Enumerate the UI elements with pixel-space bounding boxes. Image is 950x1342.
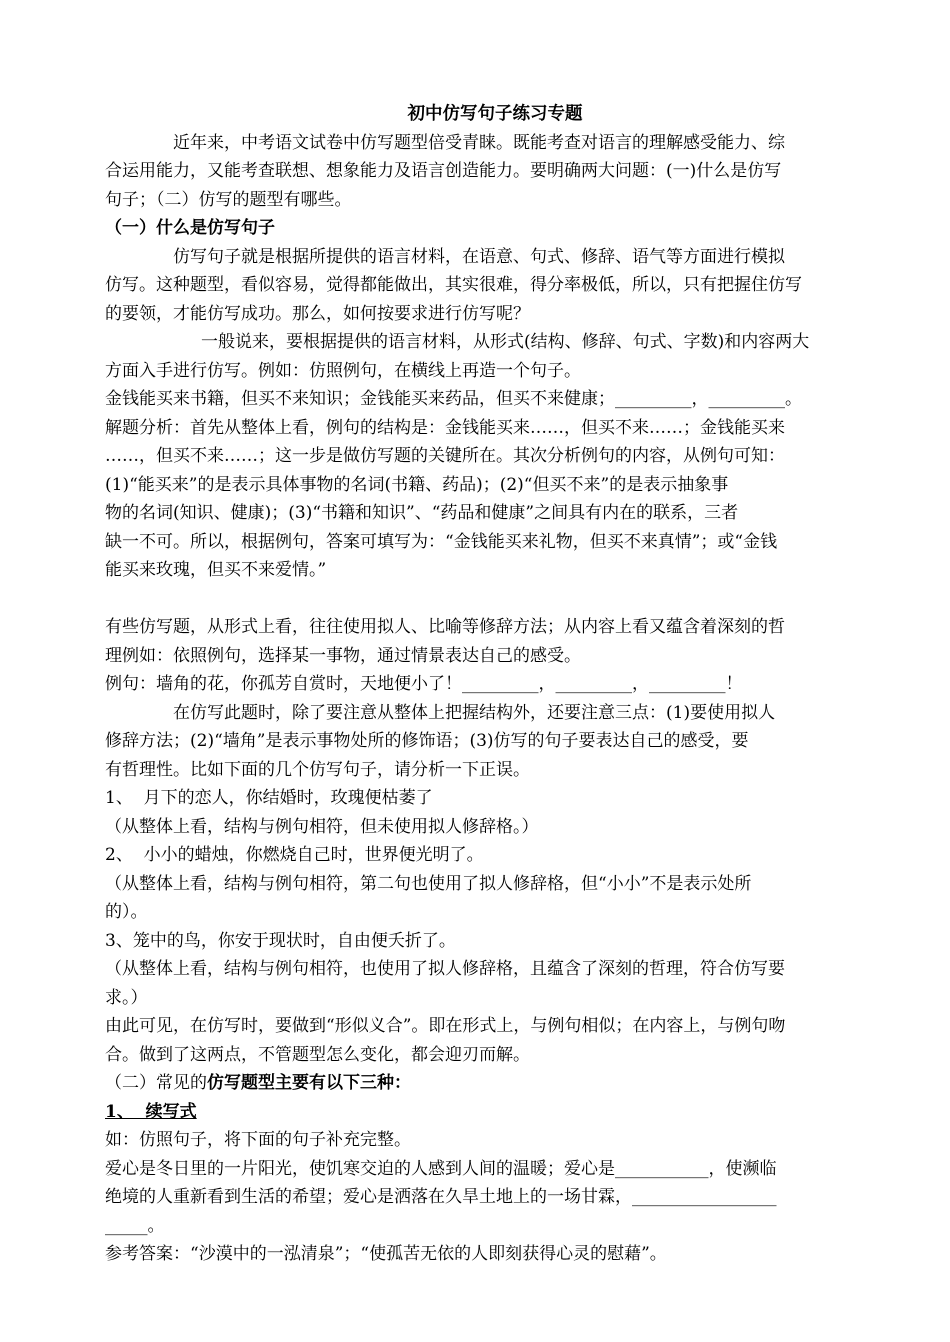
section1-heading: （一）什么是仿写句子 [105, 218, 275, 238]
item-2: 2、 小小的蜡烛，你燃烧自己时，世界便光明了。 [105, 845, 484, 865]
para4-line-2: 修辞方法；(2)“墙角”是表示事物处所的修饰语；(3)仿写的句子要表达自己的感受，要 [105, 731, 749, 751]
item-2-note-line-1: （从整体上看，结构与例句相符，第二句也使用了拟人修辞格，但“小小”不是表示处所 [105, 873, 752, 894]
section1-para1-line-3: 的要领，才能仿写成功。那么，如何按要求进行仿写呢？ [105, 303, 530, 324]
section1-para2-line-2: 方面入手进行仿写。例如：仿照例句，在横线上再造一个句子。 [105, 360, 581, 381]
type1-answer: 参考答案：“沙漠中的一泓清泉”；“使孤苦无依的人即刻获得心灵的慰藉”。 [105, 1244, 667, 1264]
item-2-note-line-2: 的）。 [105, 902, 148, 922]
section2-heading-bold: 仿写题型主要有以下三种： [207, 1073, 411, 1093]
type1-text-line-1: 爱心是冬日里的一片阳光，使饥寒交迫的人感到人间的温暖；爱心是___________，使濒临 [105, 1158, 777, 1179]
para4-line-3: 有哲理性。比如下面的几个仿写句子，请分析一下正误。 [105, 759, 530, 780]
intro-line-1: 近年来，中考语文试卷中仿写题型倍受青睐。既能考查对语言的理解感受能力、综 [173, 132, 785, 153]
section1-para1-line-1: 仿写句子就是根据所提供的语言材料，在语意、句式、修辞、语气等方面进行模拟 [173, 246, 785, 267]
item-3-note-line-1: （从整体上看，结构与例句相符，也使用了拟人修辞格，且蕴含了深刻的哲理，符合仿写要 [105, 959, 785, 979]
example2-sentence: 例句：墙角的花，你孤芳自赏时，天地便小了！_________，_________，_________！ [105, 674, 743, 694]
item-1: 1、 月下的恋人，你结婚时，玫瑰便枯萎了 [105, 788, 433, 808]
section1-para2-line-1: 一般说来，要根据提供的语言材料，从形式(结构、修辞、句式、字数)和内容两大 [201, 332, 810, 352]
analysis-line-3: (1)“能买来”的是表示具体事物的名词(书籍、药品)；(2)“但买不来”的是表示抽象事 [105, 474, 729, 495]
analysis-line-5: 缺一不可。所以，根据例句，答案可填写为：“金钱能买来礼物，但买不来真情”；或“金钱 [105, 531, 778, 552]
type1-heading: 1、 续写式 [105, 1101, 197, 1122]
section2-heading-prefix: （二）常见的 [105, 1073, 207, 1093]
conclusion-line-2: 合。做到了这两点，不管题型怎么变化，都会迎刃而解。 [105, 1044, 530, 1065]
item-3: 3、笼中的鸟，你安于现状时，自由便夭折了。 [105, 930, 456, 951]
section2-heading [105, 1069, 845, 1098]
intro-line-2: 合运用能力，又能考查联想、想象能力及语言创造能力。要明确两大问题：(一)什么是仿写 [105, 161, 782, 181]
section1-para1-line-2: 仿写。这种题型，看似容易，觉得都能做出，其实很难，得分率极低，所以，只有把握住仿写 [105, 275, 802, 295]
analysis-line-2: ……，但买不来……；这一步是做仿写题的关键所在。其次分析例句的内容，从例句可知： [105, 446, 785, 466]
document-title: 初中仿写句子练习专题 [407, 104, 583, 124]
type1-text-line-2: 绝境的人重新看到生活的希望；爱心是洒落在久旱土地上的一场甘霖，_________________ [105, 1187, 777, 1207]
type1-text-line-3: _____。 [105, 1215, 165, 1236]
para4-line-1: 在仿写此题时，除了要注意从整体上把握结构外，还要注意三点：(1)要使用拟人 [173, 702, 776, 723]
conclusion-line-1: 由此可见，在仿写时，要做到“形似义合”。即在形式上，与例句相似；在内容上，与例句吻 [105, 1016, 786, 1036]
item-1-note: （从整体上看，结构与例句相符，但未使用拟人修辞格。） [105, 816, 539, 837]
example1-sentence: 金钱能买来书籍，但买不来知识；金钱能买来药品，但买不来健康；_________，_________。 [105, 389, 802, 409]
para3-line-1: 有些仿写题，从形式上看，往往使用拟人、比喻等修辞方法；从内容上看又蕴含着深刻的哲 [105, 617, 785, 637]
analysis-line-1: 解题分析：首先从整体上看，例句的结构是：金钱能买来……，但买不来……；金钱能买来 [105, 417, 785, 438]
analysis-line-6: 能买来玫瑰，但买不来爱情。” [105, 560, 327, 580]
analysis-line-4: 物的名词(知识、健康)；(3)“书籍和知识”、“药品和健康”之间具有内在的联系，三者 [105, 503, 739, 523]
item-3-note-line-2: 求。） [105, 987, 148, 1008]
type1-prompt: 如：仿照句子，将下面的句子补充完整。 [105, 1130, 411, 1150]
intro-line-3: 句子；（二）仿写的题型有哪些。 [105, 189, 352, 210]
paragraph-spacer [105, 585, 845, 614]
para3-line-2: 理例如：依照例句，选择某一事物，通过情景表达自己的感受。 [105, 645, 581, 666]
document-page [105, 100, 845, 1269]
